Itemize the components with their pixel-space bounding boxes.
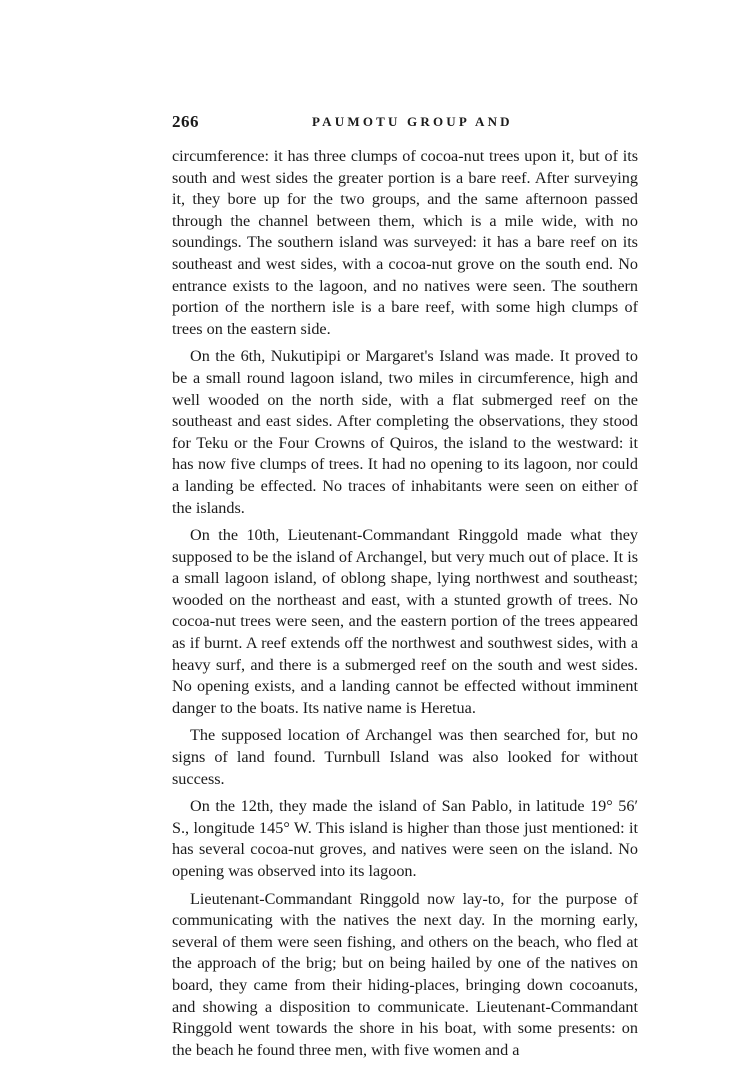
body-text bbox=[172, 146, 638, 1067]
paragraph-5: On the 12th, they made the island of San Pablo, in latitude 19° 56′ S., longitude 145° W. This island is higher than those just mentioned: it has several cocoa-nut groves, and natives were seen on the island. No opening was observed into its lagoon. bbox=[172, 797, 638, 880]
paragraph-4: The supposed location of Archangel was then searched for, but no signs of land found. Turnbull Island was also looked for without success. bbox=[172, 726, 638, 788]
page-header bbox=[172, 112, 642, 136]
page-number: 266 bbox=[172, 112, 199, 131]
paragraph-6: Lieutenant-Commandant Ringgold now lay-to, for the purpose of communicating with the natives the next day. In the morning early, several of them were seen fishing, and others on the beach, who fled at the approach of the brig; but on being hailed by one of the natives on board, they came from their hiding-places, bringing down cocoanuts, and showing a disposition to communicate. Lieutenant-Commandant Ringgold went towards the shore in his boat, with some presents: on the beach he found three men, with five women and a bbox=[172, 889, 638, 1059]
paragraph-1: circumference: it has three clumps of cocoa-nut trees upon it, but of its south and west sides the greater portion is a bare reef. After surveying it, they bore up for the two groups, and the same afternoon passed through the channel between them, which is a mile wide, with no soundings. The southern island was surveyed: it has a bare reef on its southeast and west sides, with a cocoa-nut grove on the south end. No entrance exists to the lagoon, and no natives were seen. The southern portion of the northern isle is a bare reef, with some high clumps of trees on the eastern side. bbox=[172, 147, 638, 338]
paragraph-2: On the 6th, Nukutipipi or Margaret's Island was made. It proved to be a small round lagoon island, two miles in circumference, high and well wooded on the north side, with a flat submerged reef on the southeast and east sides. After completing the observations, they stood for Teku or the Four Crowns of Quiros, the island to the westward: it has now five clumps of trees. It had no opening to its lagoon, nor could a landing be effected. No traces of inhabitants were seen on either of the islands. bbox=[172, 347, 638, 517]
running-head: PAUMOTU GROUP AND bbox=[312, 114, 513, 129]
paragraph-3: On the 10th, Lieutenant-Commandant Ringgold made what they supposed to be the island of Archangel, but very much out of place. It is a small lagoon island, of oblong shape, lying northwest and southeast; wooded on the northeast and east, with a stunted growth of trees. No cocoa-nut trees were seen, and the eastern portion of the trees appeared as if burnt. A reef extends off the northwest and southwest sides, with a heavy surf, and there is a submerged reef on the south and west sides. No opening exists, and a landing cannot be effected without imminent danger to the boats. Its native name is Heretua. bbox=[172, 526, 638, 717]
